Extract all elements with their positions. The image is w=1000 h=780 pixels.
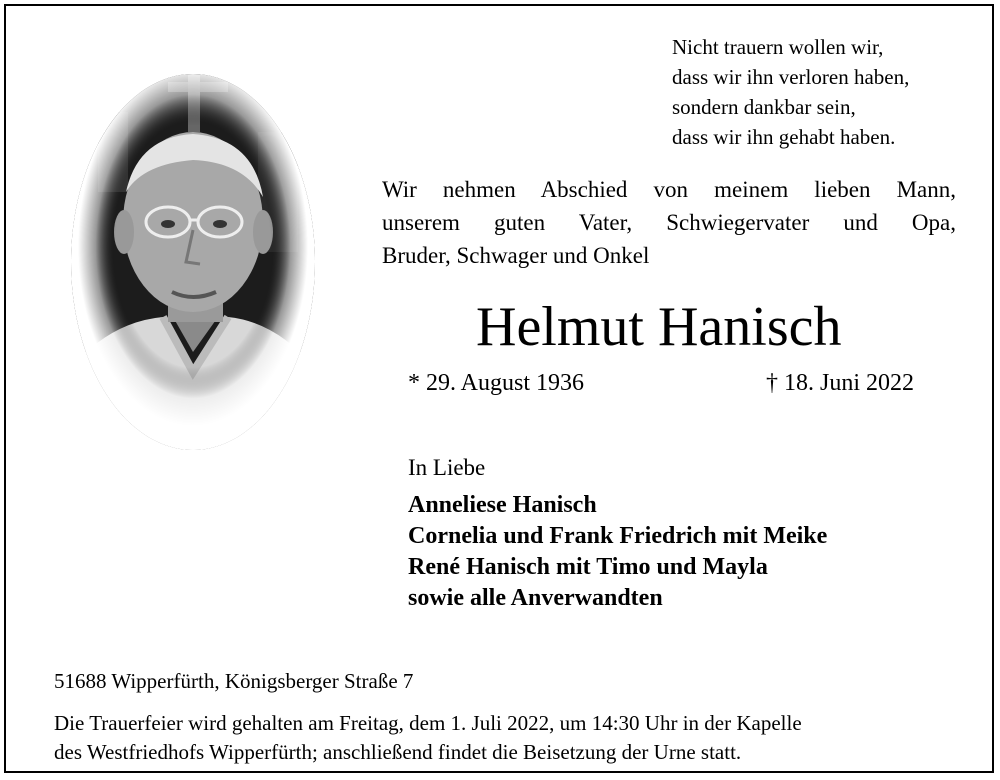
address: 51688 Wipperfürth, Königsberger Straße 7 xyxy=(54,669,414,693)
service-line: des Westfriedhofs Wipperfürth; anschließend findet die Beisetzung der Urne statt. xyxy=(54,740,742,764)
farewell-line: Wir nehmen Abschied von meinem lieben Mann, xyxy=(382,177,956,202)
service-info xyxy=(54,709,958,767)
birth-date: * 29. August 1936 xyxy=(408,370,585,396)
poem-line: sondern dankbar sein, xyxy=(672,95,856,119)
poem-line: Nicht trauern wollen wir, xyxy=(672,35,884,59)
love-intro: In Liebe xyxy=(408,455,486,480)
poem-line: dass wir ihn verloren haben, xyxy=(672,65,910,89)
farewell-line: unserem guten Vater, Schwiegervater und Opa, xyxy=(382,210,956,235)
mourners-list xyxy=(408,490,827,614)
portrait-photo xyxy=(68,72,318,462)
mourner-line: Cornelia und Frank Friedrich mit Meike xyxy=(408,523,828,549)
farewell-text xyxy=(382,173,956,272)
poem xyxy=(672,32,909,152)
obituary-notice xyxy=(4,4,994,773)
poem-line: dass wir ihn gehabt haben. xyxy=(672,125,896,149)
death-date: † 18. Juni 2022 xyxy=(766,370,915,396)
service-line: Die Trauerfeier wird gehalten am Freitag, dem 1. Juli 2022, um 14:30 Uhr in der Kapelle xyxy=(54,711,802,735)
deceased-name: Helmut Hanisch xyxy=(476,296,842,358)
mourner-line: René Hanisch mit Timo und Mayla xyxy=(408,554,768,580)
mourner-line: sowie alle Anverwandten xyxy=(408,585,663,611)
farewell-line: Bruder, Schwager und Onkel xyxy=(382,243,650,268)
mourner-line: Anneliese Hanisch xyxy=(408,492,597,518)
